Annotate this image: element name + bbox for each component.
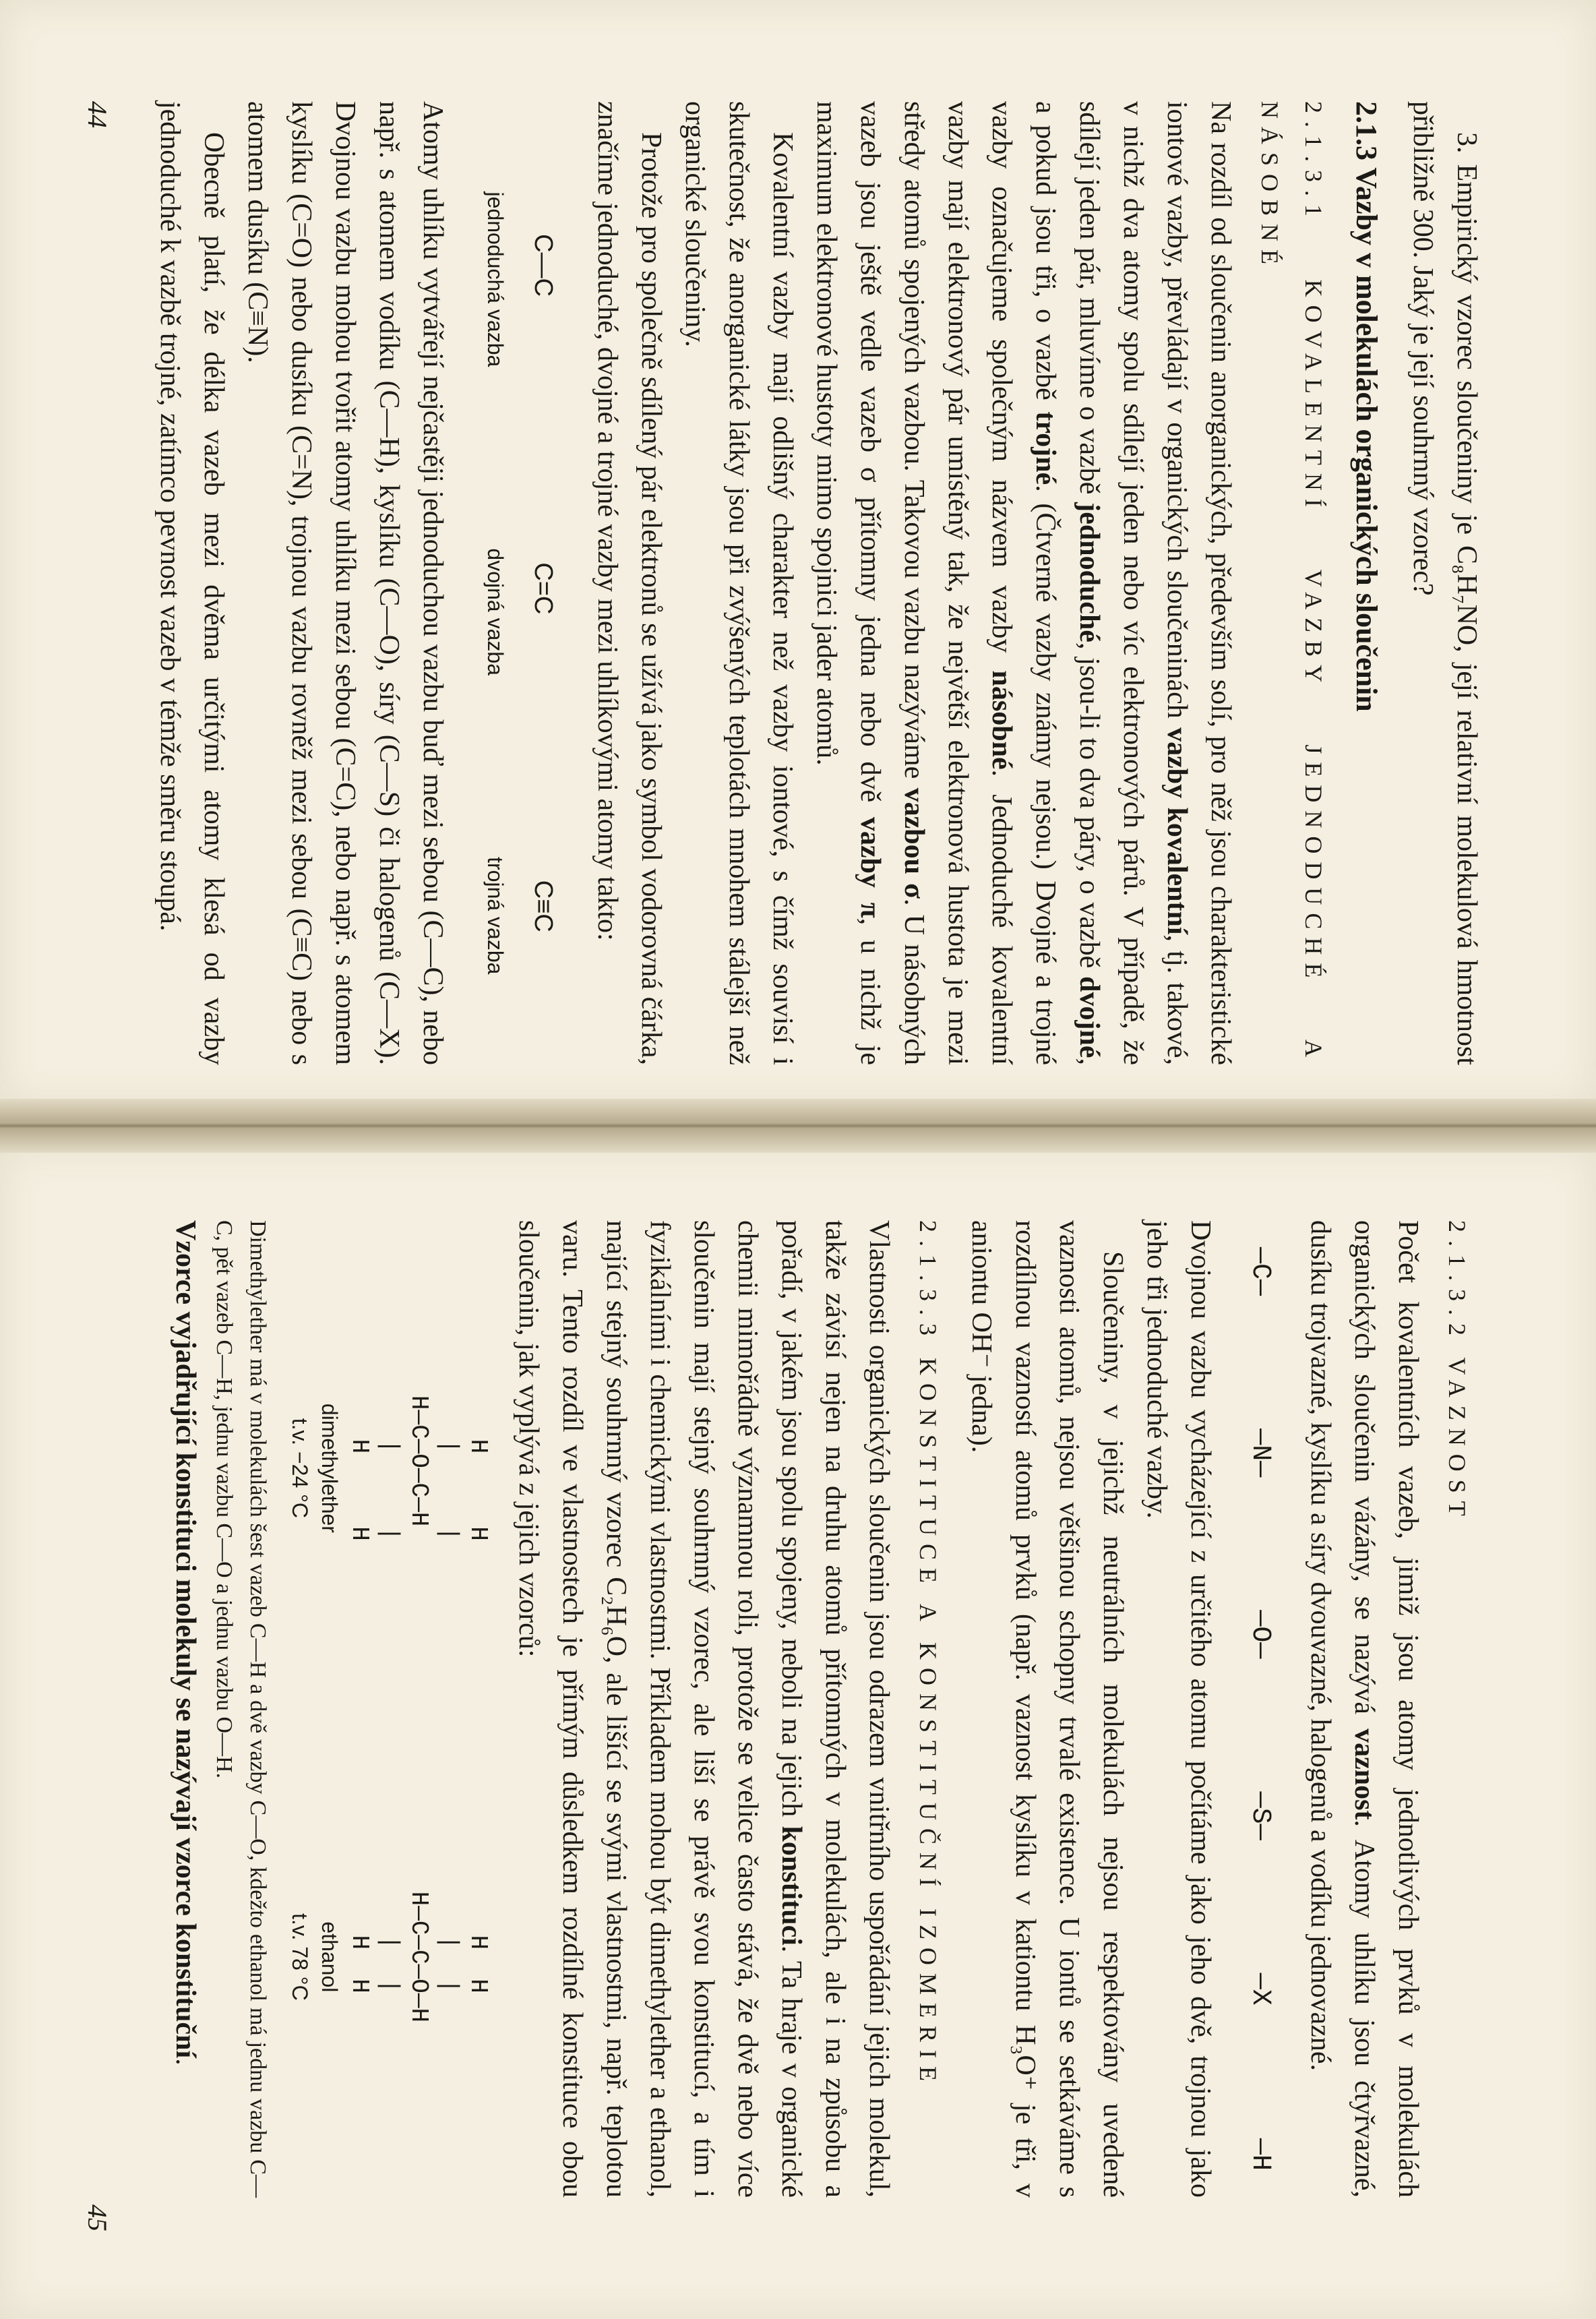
sulfur-valence: —S— <box>1245 1791 1275 1840</box>
paragraph: Dvojnou vazbu vycházející z určitého atomu počítáme jako jeho dvě, trojnou jako jeho tři jednoduché vazby. <box>1141 1220 1216 2198</box>
page-number: 45 <box>82 2204 113 2231</box>
bond-caption: jednoduchá vazba <box>483 191 508 367</box>
section-title: 2.1.3 Vazby v molekulách organických sloučenin <box>1350 101 1383 712</box>
double-bond: C=C <box>529 562 557 615</box>
bond-symbols <box>521 101 565 1065</box>
exercise-3: 3. Empirický vzorec sloučeniny je C₈H₇NO, její relativní molekulová hmotnost přibližně 300. Jaký je její souhrnný vzorec? <box>1407 101 1482 1065</box>
oxygen-valence: —O— <box>1245 1610 1275 1659</box>
boiling-point: t.v. 78 °C <box>288 1913 312 2001</box>
paragraph: Atomy uhlíku vytvářejí nejčastěji jednoduchou vazbu buď mezi sebou (C—C), nebo např. s atomem vodíku (C—H), kyslíku (C—O), síry (C—S) či halogenů (C—X). Dvojnou vazbu mohou tvořit atomy uhlíku mezi sebou (C=C), nebo např. s atomem kyslíku (C=O) nebo dusíku (C=N), trojnou vazbu rovněž mezi sebou (C≡C) nebo s atomem dusíku (C≡N). <box>242 101 448 1065</box>
paragraph: Počet kovalentních vazeb, jimiž jsou atomy jednotlivých prvků v molekulách organických sloučenin vázány, se nazývá vaznost. Atomy uhlíku jsou čtyřvazné, dusíku trojvazné, kyslíku a síry dvouvazné, halogenů a vodíku jednovazné. <box>1305 1220 1423 2198</box>
nitrogen-valence: —N— <box>1245 1428 1275 1478</box>
paragraph: Protože pro společně sdílený pár elektronů se užívá jako symbol vodorovná čárka, značíme jednoduché, dvojné a trojné vazby mezi uhlíkovými atomy takto: <box>592 101 667 1065</box>
book-gutter <box>0 1099 1596 1153</box>
subsection-title: 2.1.3.1 KOVALENTNÍ VAZBY JEDNODUCHÉ A NÁSOBNÉ <box>1256 101 1327 1065</box>
structure-diagram: H H | | H—C—O—C—H | | H H <box>346 1395 492 1541</box>
structural-formulas <box>285 1220 493 2198</box>
paragraph: Obecně platí, že délka vazeb mezi dvěma určitými atomy klesá od vazby jednoduché k vazbě trojné, zatímco pevnost vazeb v témže směru stoupá. <box>154 101 229 1065</box>
closing-sentence: Vzorce vyjadřující konstituci molekuly se nazývají vzorce konstituční. <box>170 1220 201 2066</box>
dimethylether-formula <box>285 1395 493 1541</box>
subsection-title: 2.1.3.3 KONSTITUCE A KONSTITUČNÍ IZOMERIE <box>915 1220 942 2089</box>
left-page-text <box>148 101 1488 1065</box>
boiling-point: t.v. −24 °C <box>288 1418 312 1519</box>
carbon-valence: —C— <box>1245 1247 1275 1296</box>
compound-name: ethanol <box>317 1921 342 1993</box>
compound-name: dimethylether <box>317 1403 342 1533</box>
valence-symbols <box>1238 1247 1282 2171</box>
paragraph: Na rozdíl od sloučenin anorganických, především solí, pro něž jsou charakteristické iontové vazby, převládají v organických sloučeninách vazby kovalentní, tj. takové, v nichž dva atomy spolu sdílejí jeden nebo víc elektronových párů. V případě, že sdílejí jeden pár, mluvíme o vazbě jednoduché, jsou-li to dva páry, o vazbě dvojné, a pokud jsou tři, o vazbě trojné. (Čtverné vazby známy nejsou.) Dvojné a trojné vazby označujeme společným názvem vazby násobné. Jednoduché kovalentní vazby mají elektronový pár umístěný tak, že největší elektronová hustota je mezi středy atomů spojených vazbou. Takovou vazbu nazýváme vazbou σ. U násobných vazeb jsou ještě vedle vazeb σ přítomny jedna nebo dvě vazby π, u nichž je maximum elektronové hustoty mimo spojnici jader atomů. <box>811 101 1236 1066</box>
bond-caption: dvojná vazba <box>483 548 508 675</box>
page-number: 44 <box>82 101 113 128</box>
bond-captions <box>473 101 517 1065</box>
paragraph: Vlastnosti organických sloučenin jsou odrazem vnitřního uspořádání jejich molekul, takže závisí nejen na druhu atomů přítomných v molekulách, ale i na způsobu a pořadí, v jakém jsou spolu spojeny, neboli na jejich konstituci. Ta hraje v organické chemii mimořádně významnou roli, protože se velice často stává, že dvě nebo více sloučenin mají stejný souhrnný vzorec, ale liší se právě svou konstitucí, a tím i fyzikálními i chemickými vlastnostmi. Příkladem mohou být dimethylether a ethanol, mající stejný souhrnný vzorec C₂H₆O, ale lišící se svými vlastnostmi, např. teplotou varu. Tento rozdíl ve vlastnostech je přímým důsledkem rozdílné konstituce obou sloučenin, jak vyplývá z jejich vzorců: <box>513 1220 894 2198</box>
paragraph: Kovalentní vazby mají odlišný charakter než vazby iontové, s čímž souvisí i skutečnost, že anorganické látky jsou při zvýšených teplotách mnohem stálejší než organické sloučeniny. <box>679 101 798 1065</box>
ethanol-formula <box>285 1892 493 2022</box>
paragraph: Sloučeniny, v jejichž neutrálních molekulách nejsou respektovány uvedené vaznosti atomů, nejsou většinou schopny trvalé existence. U iontů se setkáváme s rozdílnou vazností atomů prvků (např. vaznost kyslíku v kationtu H₃O⁺ je tři, v aniontu OH⁻ jedna). <box>966 1220 1128 2198</box>
single-bond: C—C <box>529 234 557 297</box>
structure-diagram: H H | | H—C—C—O—H | | H H <box>346 1891 492 2023</box>
right-page-text <box>163 1220 1488 2198</box>
hydrogen-valence: —H <box>1245 2138 1275 2171</box>
bond-caption: trojná vazba <box>483 857 508 975</box>
note: Dimethylether má v molekulách šest vazeb C—H a dvě vazby C—O, kdežto ethanol má jednu vazbu C—C, pět vazeb C—H, jednu vazbu C—O a jednu vazbu O—H. <box>212 1220 270 2198</box>
halogen-valence: —X <box>1245 1972 1275 2006</box>
triple-bond: C≡C <box>529 880 557 932</box>
subsection-title: 2.1.3.2 VAZNOST <box>1444 1220 1471 1524</box>
